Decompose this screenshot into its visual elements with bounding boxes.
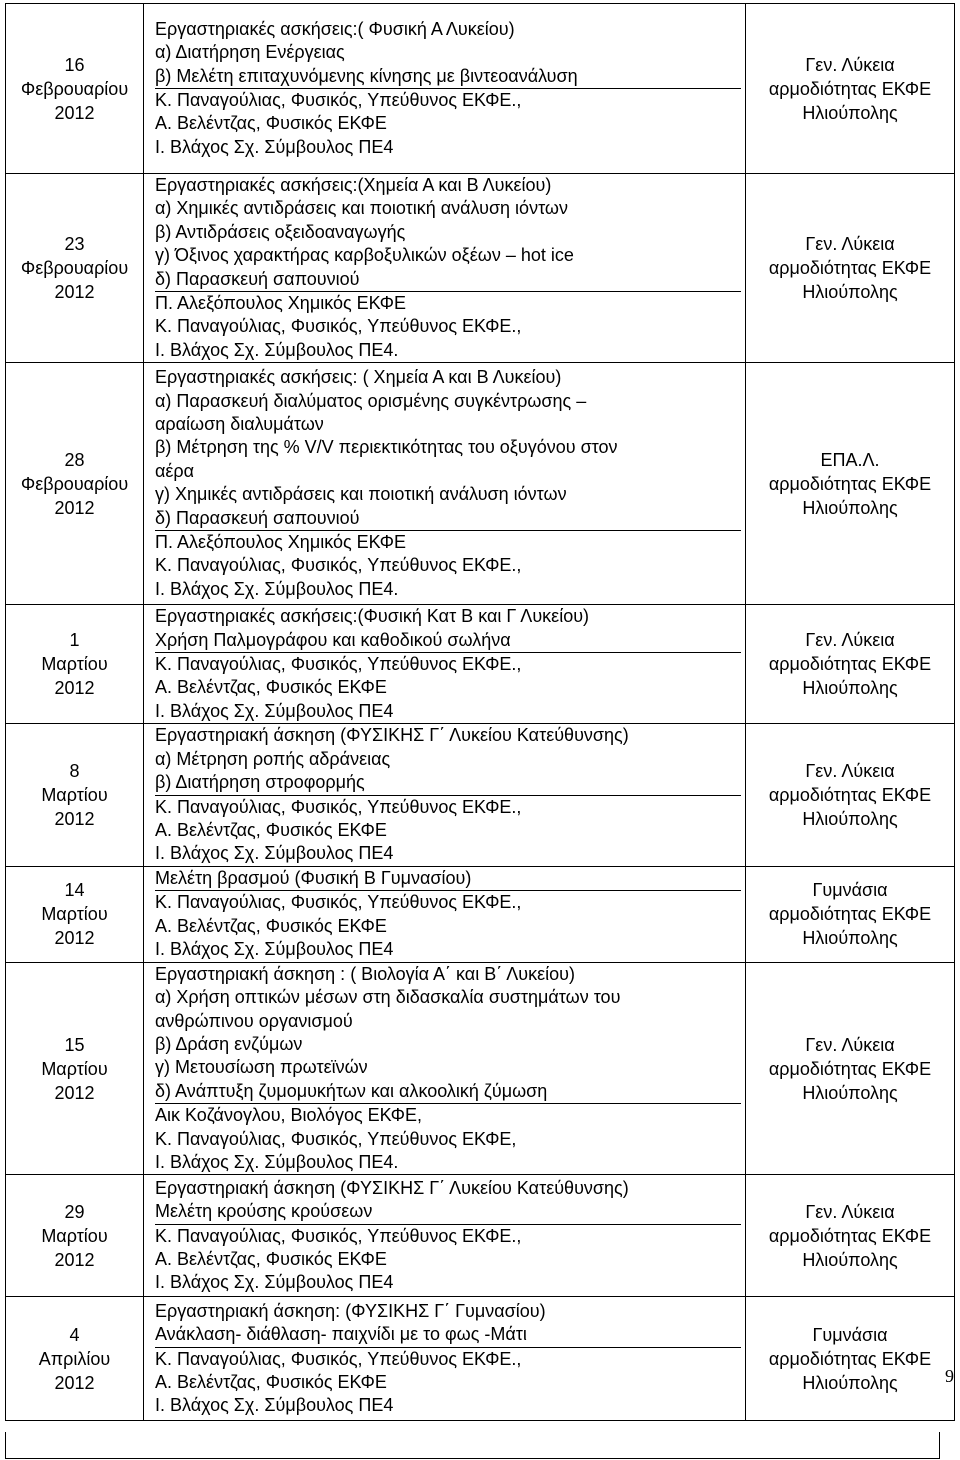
- audience-line: Ηλιούπολης: [802, 282, 898, 303]
- activity-line: Εργαστηριακή άσκηση : ( Βιολογία Α΄ και Β΄ Λυκείου): [155, 963, 575, 984]
- audience-line: αρμοδιότητας ΕΚΦΕ: [768, 654, 932, 675]
- activity-line: Εργαστηριακές ασκήσεις:(Φυσική Κατ Β και Γ Λυκείου): [155, 606, 590, 627]
- date-line: Φεβρουαρίου: [20, 258, 129, 279]
- audience-line: αρμοδιότητας ΕΚΦΕ: [768, 1058, 932, 1079]
- staff-line: Ι. Βλάχος Σχ. Σύμβουλος ΠΕ4: [155, 843, 394, 864]
- activity-cell: [144, 962, 746, 1175]
- activity-line: δ) Παρασκευή σαπουνιού: [155, 268, 360, 289]
- audience-line: Γεν. Λύκεια: [805, 1034, 895, 1055]
- staff-line: Α. Βελέντζας, Φυσικός ΕΚΦΕ: [155, 915, 387, 936]
- audience-line: Ηλιούπολης: [802, 1249, 898, 1270]
- date-line: 1: [69, 630, 80, 651]
- date-line: 4: [69, 1324, 80, 1345]
- activity-block: [155, 605, 741, 652]
- date-line: 29: [64, 1201, 85, 1222]
- staff-line: Κ. Παναγούλιας, Φυσικός, Υπεύθυνος ΕΚΦΕ.,: [155, 555, 522, 576]
- activity-cell: [144, 605, 746, 724]
- staff-line: Α. Βελέντζας, Φυσικός ΕΚΦΕ: [155, 677, 387, 698]
- audience-line: Ηλιούπολης: [802, 102, 898, 123]
- activity-line: Ανάκλαση- διάθλαση- παιχνίδι με το φως -Μάτι: [155, 1324, 527, 1345]
- activity-line: α) Παρασκευή διαλύματος ορισμένης συγκέντρωσης –: [155, 390, 587, 411]
- staff-line: Α. Βελέντζας, Φυσικός ΕΚΦΕ: [155, 113, 387, 134]
- staff-line: Κ. Παναγούλιας, Φυσικός, Υπεύθυνος ΕΚΦΕ.,: [155, 1225, 522, 1246]
- activity-line: αραίωση διαλυμάτων: [155, 414, 324, 435]
- staff-block: [155, 1103, 741, 1174]
- audience-cell: [746, 1175, 955, 1297]
- activity-line: Μελέτη βρασμού (Φυσική Β Γυμνασίου): [155, 867, 472, 888]
- activity-cell: [144, 174, 746, 363]
- activity-line: αέρα: [155, 460, 195, 481]
- activity-line: γ) Μετουσίωση πρωτεϊνών: [155, 1057, 368, 1078]
- schedule-row: [6, 605, 955, 724]
- audience-cell: [746, 605, 955, 724]
- date-line: 16: [64, 54, 85, 75]
- staff-block: [155, 291, 741, 362]
- staff-block: [155, 1347, 741, 1418]
- activity-line: β) Δράση ενζύμων: [155, 1033, 303, 1054]
- date-cell: [6, 363, 144, 605]
- audience-line: αρμοδιότητας ΕΚΦΕ: [768, 1348, 932, 1369]
- date-line: Φεβρουαρίου: [20, 473, 129, 494]
- audience-cell: [746, 962, 955, 1175]
- activity-block: [155, 1300, 741, 1347]
- schedule-row: [6, 962, 955, 1175]
- date-cell: [6, 605, 144, 724]
- date-line: Μαρτίου: [41, 654, 108, 675]
- audience-line: Ηλιούπολης: [802, 928, 898, 949]
- activity-line: β) Αντιδράσεις οξειδοαναγωγής: [155, 221, 406, 242]
- audience-line: Γυμνάσια: [812, 880, 888, 901]
- staff-line: Κ. Παναγούλιας, Φυσικός, Υπεύθυνος ΕΚΦΕ.,: [155, 892, 522, 913]
- staff-line: Α. Βελέντζας, Φυσικός ΕΚΦΕ: [155, 1249, 387, 1270]
- audience-line: Γεν. Λύκεια: [805, 54, 895, 75]
- staff-block: [155, 795, 741, 866]
- staff-line: Ι. Βλάχος Σχ. Σύμβουλος ΠΕ4.: [155, 1151, 399, 1172]
- activity-line: α) Χρήση οπτικών μέσων στη διδασκαλία συστημάτων του: [155, 987, 621, 1008]
- activity-line: α) Διατήρηση Ενέργειας: [155, 42, 345, 63]
- activity-block: [155, 366, 741, 530]
- activity-line: γ) Χημικές αντιδράσεις και ποιοτική ανάλυση ιόντων: [155, 484, 567, 505]
- activity-line: β) Διατήρηση στροφορμής: [155, 772, 365, 793]
- schedule-row: [6, 866, 955, 962]
- activity-cell: [144, 866, 746, 962]
- audience-line: αρμοδιότητας ΕΚΦΕ: [768, 904, 932, 925]
- date-line: 15: [64, 1034, 85, 1055]
- staff-line: Ι. Βλάχος Σχ. Σύμβουλος ΠΕ4.: [155, 339, 399, 360]
- activity-line: β) Μέτρηση της % V/V περιεκτικότητας του οξυγόνου στον: [155, 437, 618, 458]
- audience-line: αρμοδιότητας ΕΚΦΕ: [768, 473, 932, 494]
- date-line: 2012: [54, 497, 95, 518]
- audience-line: Ηλιούπολης: [802, 678, 898, 699]
- activity-block: [155, 963, 741, 1103]
- date-line: 23: [64, 234, 85, 255]
- activity-line: γ) Όξινος χαρακτήρας καρβοξυλικών οξέων – hot ice: [155, 245, 574, 266]
- activity-cell: [144, 1297, 746, 1421]
- audience-line: αρμοδιότητας ΕΚΦΕ: [768, 78, 932, 99]
- date-line: 2012: [54, 102, 95, 123]
- activity-block: [155, 1177, 741, 1224]
- audience-line: Γεν. Λύκεια: [805, 234, 895, 255]
- audience-line: αρμοδιότητας ΕΚΦΕ: [768, 1225, 932, 1246]
- activity-line: Εργαστηριακές ασκήσεις: ( Χημεία Α και Β Λυκείου): [155, 367, 562, 388]
- date-cell: [6, 174, 144, 363]
- audience-line: Ηλιούπολης: [802, 497, 898, 518]
- staff-line: Κ. Παναγούλιας, Φυσικός, Υπεύθυνος ΕΚΦΕ,: [155, 1128, 517, 1149]
- activity-line: Εργαστηριακές ασκήσεις:( Φυσική Α Λυκείου): [155, 18, 515, 39]
- staff-line: Κ. Παναγούλιας, Φυσικός, Υπεύθυνος ΕΚΦΕ.,: [155, 654, 522, 675]
- activity-block: [155, 724, 741, 794]
- page-number: 9: [945, 1366, 954, 1386]
- date-line: 2012: [54, 809, 95, 829]
- staff-block: [155, 530, 741, 601]
- audience-line: Γεν. Λύκεια: [805, 630, 895, 651]
- audience-cell: [746, 1297, 955, 1421]
- date-line: 2012: [54, 678, 95, 699]
- staff-line: Ι. Βλάχος Σχ. Σύμβουλος ΠΕ4: [155, 1395, 394, 1416]
- activity-block: [155, 18, 741, 88]
- audience-cell: [746, 724, 955, 866]
- activity-cell: [144, 4, 746, 174]
- activity-line: β) Μελέτη επιταχυνόμενης κίνησης με βιντεοανάλυση: [155, 65, 578, 86]
- schedule-row: [6, 724, 955, 866]
- activity-line: δ) Ανάπτυξη ζυμομυκήτων και αλκοολική ζύμωση: [155, 1080, 548, 1101]
- activity-line: Εργαστηριακές ασκήσεις:(Χημεία Α και Β Λυκείου): [155, 175, 552, 195]
- date-cell: [6, 724, 144, 866]
- staff-line: Α. Βελέντζας, Φυσικός ΕΚΦΕ: [155, 819, 387, 840]
- activity-line: Χρήση Παλμογράφου και καθοδικού σωλήνα: [155, 629, 511, 650]
- schedule-table: [5, 3, 955, 1421]
- date-line: 2012: [54, 1082, 95, 1103]
- activity-cell: [144, 724, 746, 866]
- schedule-row: [6, 1297, 955, 1421]
- activity-line: Μελέτη κρούσης κρούσεων: [155, 1201, 373, 1222]
- staff-block: [155, 88, 741, 159]
- activity-line: δ) Παρασκευή σαπουνιού: [155, 507, 360, 528]
- audience-cell: [746, 866, 955, 962]
- audience-cell: [746, 174, 955, 363]
- staff-line: Αικ Κοζάνογλου, Βιολόγος ΕΚΦΕ,: [155, 1105, 423, 1126]
- schedule-row: [6, 363, 955, 605]
- audience-line: Γεν. Λύκεια: [805, 1201, 895, 1222]
- date-line: 2012: [54, 1372, 95, 1393]
- activity-cell: [144, 1175, 746, 1297]
- date-cell: [6, 1297, 144, 1421]
- schedule-body: [6, 4, 955, 1421]
- date-line: Μαρτίου: [41, 904, 108, 925]
- date-cell: [6, 1175, 144, 1297]
- date-line: 2012: [54, 1249, 95, 1270]
- staff-line: Κ. Παναγούλιας, Φυσικός, Υπεύθυνος ΕΚΦΕ.,: [155, 796, 522, 817]
- staff-line: Α. Βελέντζας, Φυσικός ΕΚΦΕ: [155, 1372, 387, 1393]
- date-line: Μαρτίου: [41, 1058, 108, 1079]
- audience-line: Ηλιούπολης: [802, 1082, 898, 1103]
- audience-line: Γυμνάσια: [812, 1324, 888, 1345]
- staff-block: [155, 1224, 741, 1295]
- date-line: Απριλίου: [38, 1348, 111, 1369]
- activity-line: α) Χημικές αντιδράσεις και ποιοτική ανάλυση ιόντων: [155, 198, 568, 219]
- date-line: 14: [64, 880, 85, 901]
- activity-line: Εργαστηριακή άσκηση: (ΦΥΣΙΚΗΣ Γ΄ Γυμνασίου): [155, 1300, 546, 1321]
- staff-line: Ι. Βλάχος Σχ. Σύμβουλος ΠΕ4: [155, 136, 394, 157]
- schedule-row: [6, 4, 955, 174]
- activity-line: ανθρώπινου οργανισμού: [155, 1010, 353, 1031]
- audience-cell: [746, 363, 955, 605]
- date-line: 28: [64, 449, 85, 470]
- schedule-row: [6, 1175, 955, 1297]
- staff-line: Κ. Παναγούλιας, Φυσικός, Υπεύθυνος ΕΚΦΕ.,: [155, 1348, 522, 1369]
- activity-cell: [144, 363, 746, 605]
- audience-line: Γεν. Λύκεια: [805, 761, 895, 781]
- audience-line: αρμοδιότητας ΕΚΦΕ: [768, 258, 932, 279]
- audience-line: ΕΠΑ.Λ.: [820, 449, 880, 470]
- date-line: Φεβρουαρίου: [20, 78, 129, 99]
- date-cell: [6, 962, 144, 1175]
- activity-line: Εργαστηριακή άσκηση (ΦΥΣΙΚΗΣ Γ΄ Λυκείου Κατεύθυνσης): [155, 1177, 629, 1198]
- staff-line: Ι. Βλάχος Σχ. Σύμβουλος ΠΕ4.: [155, 578, 399, 599]
- audience-line: Ηλιούπολης: [802, 809, 898, 829]
- staff-line: Ι. Βλάχος Σχ. Σύμβουλος ΠΕ4: [155, 1272, 394, 1293]
- staff-line: Π. Αλεξόπουλος Χημικός ΕΚΦΕ: [155, 532, 407, 553]
- date-cell: [6, 4, 144, 174]
- staff-line: Κ. Παναγούλιας, Φυσικός, Υπεύθυνος ΕΚΦΕ.,: [155, 90, 522, 110]
- date-line: Μαρτίου: [41, 785, 108, 805]
- audience-line: Ηλιούπολης: [802, 1372, 898, 1393]
- empty-bottom-row: [5, 1432, 940, 1459]
- staff-block: [155, 890, 741, 961]
- date-line: Μαρτίου: [41, 1225, 108, 1246]
- date-line: 8: [69, 761, 80, 781]
- staff-line: Ι. Βλάχος Σχ. Σύμβουλος ΠΕ4: [155, 939, 394, 960]
- staff-line: Ι. Βλάχος Σχ. Σύμβουλος ΠΕ4: [155, 700, 394, 721]
- staff-block: [155, 652, 741, 723]
- audience-line: αρμοδιότητας ΕΚΦΕ: [768, 785, 932, 805]
- date-line: 2012: [54, 928, 95, 949]
- activity-line: Εργαστηριακή άσκηση (ΦΥΣΙΚΗΣ Γ΄ Λυκείου Κατεύθυνσης): [155, 725, 629, 746]
- activity-block: [155, 174, 741, 291]
- date-line: 2012: [54, 282, 95, 303]
- schedule-row: [6, 174, 955, 363]
- audience-cell: [746, 4, 955, 174]
- activity-line: α) Μέτρηση ροπής αδράνειας: [155, 748, 391, 769]
- date-cell: [6, 866, 144, 962]
- activity-block: [155, 867, 741, 890]
- staff-line: Π. Αλεξόπουλος Χημικός ΕΚΦΕ: [155, 293, 407, 314]
- staff-line: Κ. Παναγούλιας, Φυσικός, Υπεύθυνος ΕΚΦΕ.,: [155, 316, 522, 337]
